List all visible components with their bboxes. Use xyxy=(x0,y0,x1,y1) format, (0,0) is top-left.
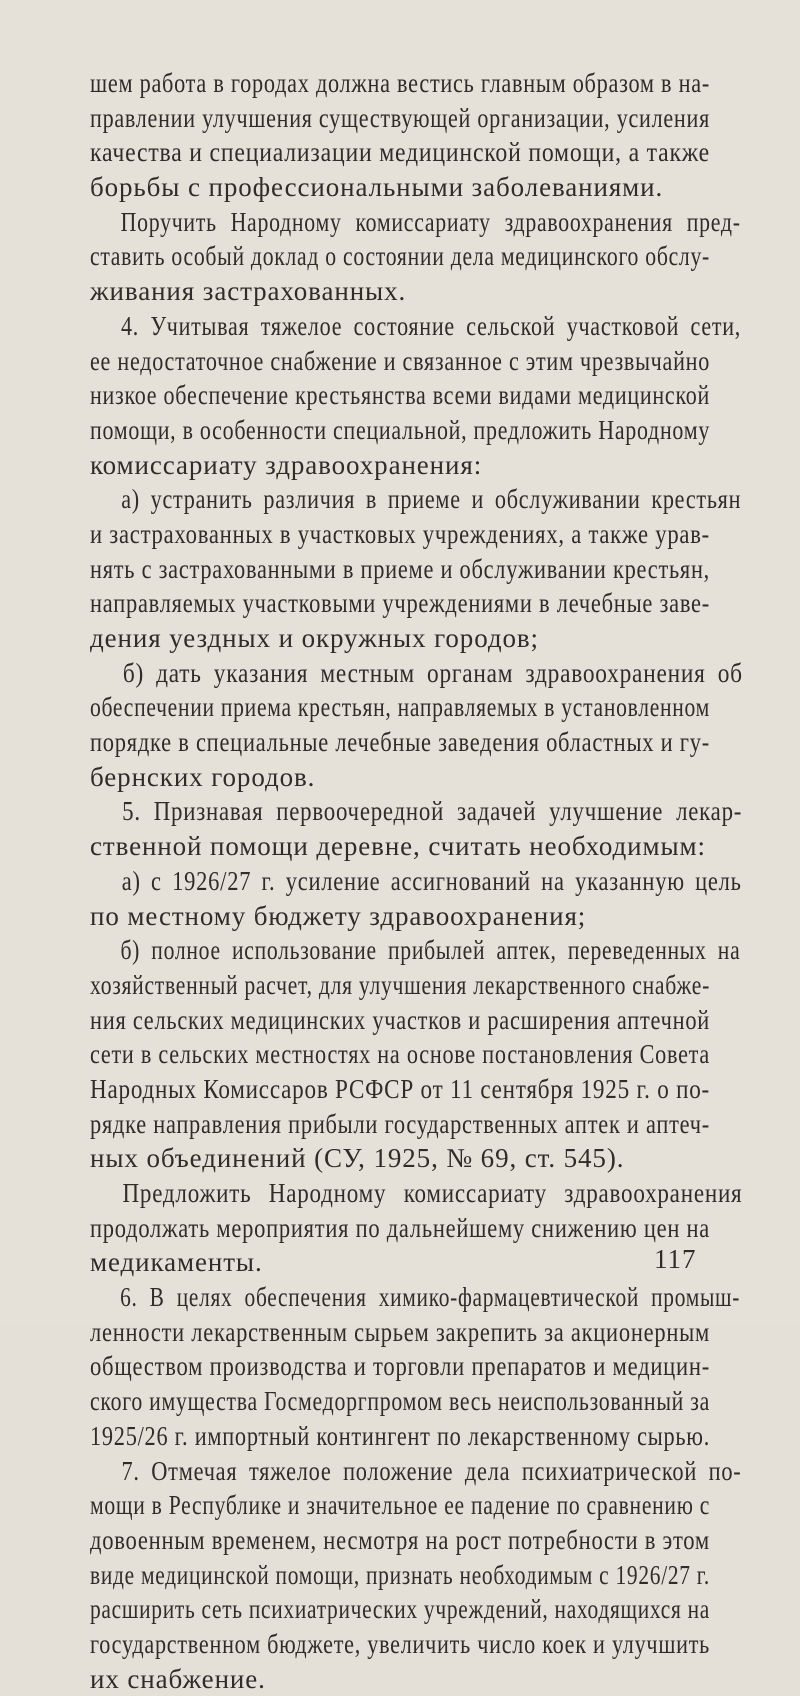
text-line: расширить сеть психиатрических учреждений, находящихся на xyxy=(90,1594,710,1625)
text-line: б) полное использование прибылей аптек, переведенных на xyxy=(120,935,741,966)
text-line: хозяйственный расчет, для улучшения лекарственного снабже- xyxy=(90,969,711,1000)
text-line: государственном бюджете, увеличить число коек и улучшить xyxy=(90,1628,711,1659)
text-line: живания застрахованных. xyxy=(90,276,407,307)
text-line: мощи в Республике и значительное ее падение по сравнению с xyxy=(90,1490,711,1521)
text-line: дения уездных и окружных городов; xyxy=(90,623,539,653)
text-line: нять с застрахованными в приеме и обслуживании крестьян, xyxy=(90,553,711,584)
text-line: обществом производства и торговли препаратов и медицин- xyxy=(90,1351,711,1382)
text-line: и застрахованных в участковых учреждениях, а также урав- xyxy=(90,518,710,549)
text-line: Предложить Народному комиссариату здравоохранения xyxy=(122,1178,743,1208)
document-body xyxy=(90,66,743,1696)
text-line: сети в сельских местностях на основе постановления Совета xyxy=(90,1039,711,1070)
text-line: шем работа в городах должна вестись главным образом в на- xyxy=(90,68,710,98)
text-line: ского имущества Госмедоргпромом весь неиспользованный за xyxy=(90,1386,710,1417)
text-line: довоенным временем, несмотря на рост потребности в этом xyxy=(90,1524,710,1555)
text-line: правлении улучшения существующей организации, усиления xyxy=(90,102,710,133)
text-line: направляемых участковыми учреждениями в лечебные заве- xyxy=(90,588,711,619)
text-line: Поручить Народному комиссариату здравоохранения пред- xyxy=(120,206,741,237)
text-line: медикаменты. xyxy=(90,1247,263,1278)
text-line: их снабжение. xyxy=(90,1663,266,1694)
text-line: ния сельских медицинских участков и расширения аптечной xyxy=(90,1004,711,1035)
text-line: порядке в специальные лечебные заведения областных и гу- xyxy=(90,727,710,758)
text-line: низкое обеспечение крестьянства всеми видами медицинской xyxy=(90,380,711,411)
text-line: 5. Признавая первоочередной задачей улучшение лекар- xyxy=(122,796,743,827)
text-line: б) дать указания местным органам здравоохранения об xyxy=(122,657,743,688)
text-line: 7. Отмечая тяжелое положение дела психиатрической по- xyxy=(121,1455,742,1486)
text-line: ее недостаточное снабжение и связанное с этим чрезвычайно xyxy=(90,345,711,376)
text-line: бернских городов. xyxy=(90,761,316,792)
page-number: 117 xyxy=(654,1244,697,1274)
text-line: 6. В целях обеспечения химико-фармацевтической промыш- xyxy=(120,1282,741,1313)
text-line: качества и специализации медицинской помощи, а также xyxy=(90,137,711,168)
text-line: обеспечении приема крестьян, направляемых в установленном xyxy=(90,692,711,723)
text-line: по местному бюджету здравоохранения; xyxy=(90,900,587,931)
text-line: ных объединений (СУ, 1925, № 69, ст. 545). xyxy=(90,1143,625,1174)
text-line: а) устранить различия в приеме и обслуживании крестьян xyxy=(121,484,742,515)
text-line: виде медицинской помощи, признать необходимым с 1926/27 г. xyxy=(90,1559,710,1590)
text-line: продолжать мероприятия по дальнейшему снижению цен на xyxy=(90,1212,711,1243)
text-line: ленности лекарственным сырьем закрепить за акционерным xyxy=(90,1316,710,1347)
text-line: рядке направления прибыли государственных аптек и аптеч- xyxy=(90,1108,710,1139)
text-line: помощи, в особенности специальной, предложить Народному xyxy=(90,414,711,445)
text-line: Народных Комиссаров РСФСР от 11 сентября 1925 г. о по- xyxy=(90,1073,711,1104)
text-line: 4. Учитывая тяжелое состояние сельской участковой сети, xyxy=(121,310,741,341)
text-line: 1925/26 г. импортный контингент по лекарственному сырью. xyxy=(90,1420,711,1451)
text-line: а) с 1926/27 г. усиление ассигнований на указанную цель xyxy=(121,865,742,896)
text-line: комиссариату здравоохранения: xyxy=(90,449,483,480)
text-line: борьбы с профессиональными заболеваниями. xyxy=(90,172,664,203)
text-line: ственной помощи деревне, считать необходимым: xyxy=(90,831,706,862)
text-line: ставить особый доклад о состоянии дела медицинского обслу- xyxy=(90,241,710,272)
